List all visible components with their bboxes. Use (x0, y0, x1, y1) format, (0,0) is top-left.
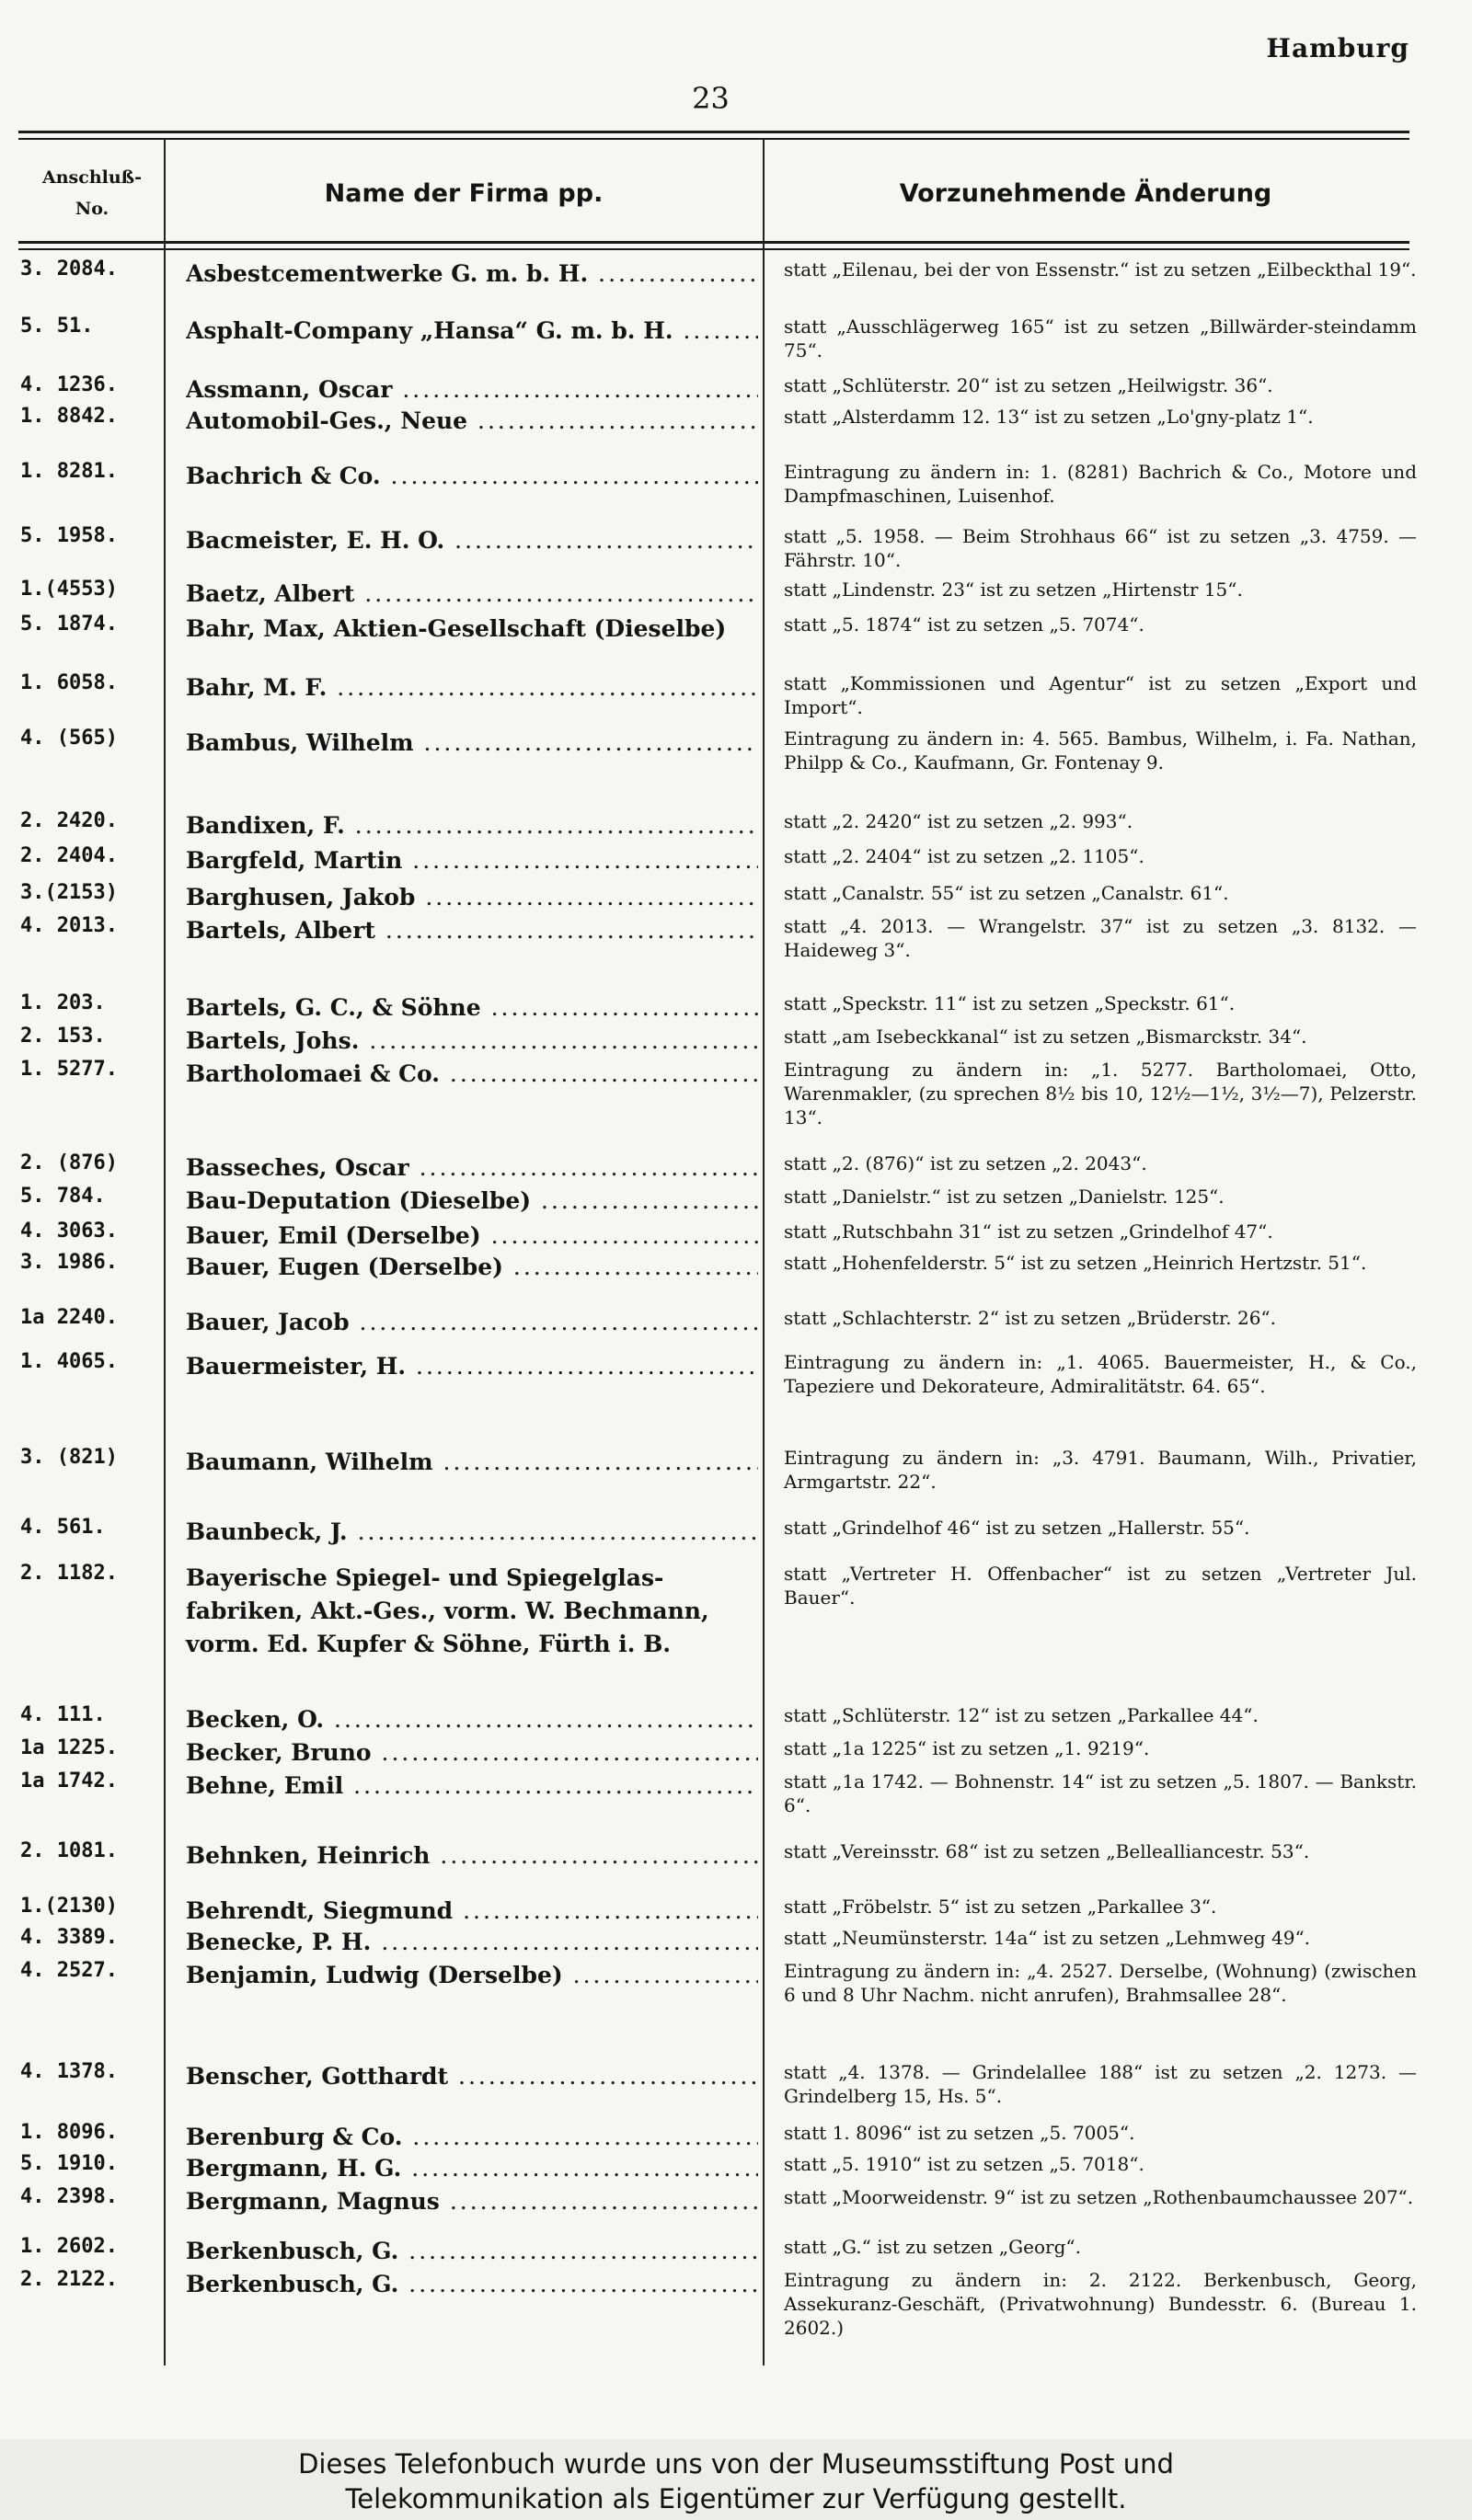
firm-name: Bargfeld, Martin ..... (186, 844, 758, 877)
connection-number: 5. 1958. (20, 524, 118, 547)
change-instruction: statt „Vertreter H. Offenbacher“ ist zu setzen „Vertreter Jul. Bauer“. (784, 1563, 1417, 1609)
change-instruction: statt „Moorweidenstr. 9“ ist zu setzen „Rothenbaumchaussee 207“. (784, 2186, 1414, 2208)
connection-number: 1. 5277. (20, 1058, 118, 1081)
ownership-notice (0, 2439, 1472, 2520)
connection-number: 2. 2122. (20, 2268, 118, 2291)
firm-name: Bahr, M. F. ..... (186, 671, 758, 704)
connection-number: 1a 1225. (20, 1736, 118, 1759)
firm-name: Baunbeck, J. ..... (186, 1516, 758, 1549)
connection-number: 4. 2527. (20, 1959, 118, 1982)
change-instruction: statt „5. 1958. — Beim Strohhaus 66“ ist zu setzen „3. 4759. — Fährstr. 10“. (784, 525, 1417, 571)
firm-name: Assmann, Oscar ..... (186, 373, 758, 407)
firm-name: Asphalt-Company „Hansa“ G. m. b. H. ..... (186, 315, 758, 348)
connection-number: 1a 1742. (20, 1770, 118, 1793)
firm-name: Baetz, Albert ..... (186, 578, 758, 611)
change-instruction: Eintragung zu ändern in: „4. 2527. Derselbe, (Wohnung) (zwischen 6 und 8 Uhr Nachm. nicht anrufen), Brahmsallee 28“. (784, 1960, 1417, 2006)
change-instruction: statt „2. (876)“ ist zu setzen „2. 2043“. (784, 1152, 1147, 1174)
change-instruction: Eintragung zu ändern in: 2. 2122. Berkenbusch, Georg, Assekuranz-Geschäft, (Privatwohnung) Bundesstr. 6. (Bureau 1. 2602.) (784, 2269, 1417, 2339)
firm-name: Bartels, Johs. ..... (186, 1025, 758, 1058)
connection-number: 5. 51. (20, 315, 94, 338)
connection-number: 2. 1081. (20, 1839, 118, 1862)
firm-name: Bahr, Max, Aktien-Gesellschaft (Dieselbe) (186, 615, 727, 642)
firm-name: Benecke, P. H. ..... (186, 1926, 758, 1959)
header-rule (18, 241, 1409, 244)
change-instruction: statt „Rutschbahn 31“ ist zu setzen „Grindelhof 47“. (784, 1220, 1273, 1243)
change-instruction: statt „Neumünsterstr. 14a“ ist zu setzen „Lehmweg 49“. (784, 1927, 1311, 1949)
firm-name: Barghusen, Jakob ..... (186, 881, 758, 914)
firm-name: Bandixen, F. ..... (186, 809, 758, 842)
column-divider-1 (164, 138, 166, 2365)
firm-name: Bergmann, Magnus ..... (186, 2185, 758, 2218)
firm-name: Bambus, Wilhelm ..... (186, 727, 758, 760)
change-instruction: statt „Danielstr.“ ist zu setzen „Danielstr. 125“. (784, 1186, 1225, 1208)
firm-name: Bauer, Jacob ..... (186, 1306, 758, 1339)
change-instruction: statt „Vereinsstr. 68“ ist zu setzen „Bellealliancestr. 53“. (784, 1840, 1310, 1862)
connection-number: 1. 4065. (20, 1350, 118, 1373)
firm-name: Bachrich & Co. ..... (186, 460, 758, 493)
connection-number: 1. 8096. (20, 2121, 118, 2144)
change-instruction: statt „5. 1874“ ist zu setzen „5. 7074“. (784, 613, 1144, 636)
change-instruction: statt „Schlüterstr. 12“ ist zu setzen „Parkallee 44“. (784, 1704, 1259, 1726)
column-header-connection: Anschluß- No. (42, 167, 142, 219)
connection-number: 1. 6058. (20, 671, 118, 694)
connection-number: 1. 203. (20, 991, 106, 1014)
connection-number: 4. 1378. (20, 2060, 118, 2083)
connection-number: 3. (821) (20, 1446, 118, 1469)
connection-number: 4. 111. (20, 1703, 106, 1726)
column-divider-2 (763, 138, 765, 2365)
connection-number: 5. 1874. (20, 613, 118, 636)
firm-name: Behnken, Heinrich ..... (186, 1839, 758, 1873)
firm-name: Bau-Deputation (Dieselbe) ..... (186, 1185, 758, 1218)
firm-name: Basseches, Oscar ..... (186, 1151, 758, 1185)
firm-name: Behne, Emil ..... (186, 1770, 758, 1803)
change-instruction: Eintragung zu ändern in: „1. 4065. Bauermeister, H., & Co., Tapeziere und Dekorateure, Admiralitätstr. 64. 65“. (784, 1351, 1417, 1397)
connection-number: 1. 8281. (20, 460, 118, 483)
connection-number: 2. 2404. (20, 844, 118, 867)
change-instruction: Eintragung zu ändern in: „1. 5277. Bartholomaei, Otto, Warenmakler, (zu sprechen 8½ bis 10, 12½—1½, 3½—7), Pelzerstr. 13“. (784, 1059, 1417, 1128)
change-instruction: statt „1a 1225“ ist zu setzen „1. 9219“. (784, 1737, 1150, 1759)
firm-name: Benscher, Gotthardt ..... (186, 2060, 758, 2093)
change-instruction: statt „Alsterdamm 12. 13“ ist zu setzen „Lo'gny-platz 1“. (784, 406, 1314, 428)
firm-name: Bauer, Eugen (Derselbe) ..... (186, 1251, 758, 1284)
change-instruction: statt „4. 2013. — Wrangelstr. 37“ ist zu setzen „3. 8132. — Haideweg 3“. (784, 915, 1417, 961)
city-heading: Hamburg (1266, 33, 1409, 63)
connection-number: 3.(2153) (20, 881, 118, 904)
firm-name: Bergmann, H. G. ..... (186, 2152, 758, 2185)
change-instruction: statt „am Isebeckkanal“ ist zu setzen „Bismarckstr. 34“. (784, 1025, 1307, 1048)
change-instruction: statt „2. 2420“ ist zu setzen „2. 993“. (784, 810, 1133, 832)
firm-name: Behrendt, Siegmund ..... (186, 1895, 758, 1928)
firm-name: Bartels, Albert ..... (186, 914, 758, 947)
firm-name: Bauermeister, H. ..... (186, 1350, 758, 1383)
change-instruction: Eintragung zu ändern in: „3. 4791. Baumann, Wilh., Privatier, Armgartstr. 22“. (784, 1447, 1417, 1493)
column-header-change: Vorzunehmende Änderung (899, 178, 1272, 208)
firm-name: Becken, O. ..... (186, 1703, 758, 1736)
connection-number: 4. 1236. (20, 373, 118, 396)
firm-name: Asbestcementwerke G. m. b. H. ..... (186, 258, 758, 291)
connection-number: 5. 1910. (20, 2152, 118, 2175)
connection-number: 2. 1182. (20, 1562, 118, 1585)
top-rule-inner (18, 138, 1409, 140)
firm-name: Bartholomaei & Co. ..... (186, 1058, 758, 1091)
connection-number: 2. 153. (20, 1025, 106, 1048)
change-instruction: Eintragung zu ändern in: 4. 565. Bambus, Wilhelm, i. Fa. Nathan, Philpp & Co., Kaufmann, Gr. Fontenay 9. (784, 727, 1417, 773)
top-rule (18, 131, 1409, 133)
connection-number: 3. 2084. (20, 258, 118, 281)
change-instruction: statt 1. 8096“ ist zu setzen „5. 7005“. (784, 2122, 1135, 2144)
change-instruction: statt „1a 1742. — Bohnenstr. 14“ ist zu setzen „5. 1807. — Bankstr. 6“. (784, 1770, 1417, 1816)
connection-number: 2. (876) (20, 1151, 118, 1174)
firm-name: Berkenbusch, G. ..... (186, 2235, 758, 2268)
firm-name: Baumann, Wilhelm ..... (186, 1446, 758, 1479)
connection-number: 4. 561. (20, 1516, 106, 1539)
connection-number: 4. (565) (20, 727, 118, 750)
change-instruction: statt „Kommissionen und Agentur“ ist zu setzen „Export und Import“. (784, 672, 1417, 718)
header-rule-inner (18, 248, 1409, 250)
connection-number: 1. 2602. (20, 2235, 118, 2258)
connection-number: 1. 8842. (20, 405, 118, 428)
connection-number: 5. 784. (20, 1185, 106, 1208)
change-instruction: statt „G.“ ist zu setzen „Georg“. (784, 2236, 1081, 2258)
change-instruction: statt „Ausschlägerweg 165“ ist zu setzen „Billwärder-steindamm 75“. (784, 315, 1417, 361)
connection-number: 2. 2420. (20, 809, 118, 832)
change-instruction: Eintragung zu ändern in: 1. (8281) Bachrich & Co., Motore und Dampfmaschinen, Luisenhof. (784, 461, 1417, 507)
column-header-firm: Name der Firma pp. (324, 178, 604, 208)
change-instruction: statt „Canalstr. 55“ ist zu setzen „Canalstr. 61“. (784, 882, 1229, 904)
footer-line-1: Dieses Telefonbuch wurde uns von der Museumsstiftung Post und (298, 2448, 1174, 2480)
change-instruction: statt „5. 1910“ ist zu setzen „5. 7018“. (784, 2153, 1144, 2175)
firm-name: Bacmeister, E. H. O. ..... (186, 524, 758, 557)
firm-name: Berkenbusch, G. ..... (186, 2268, 758, 2301)
page-number: 23 (692, 81, 730, 116)
connection-number: 4. 3389. (20, 1926, 118, 1949)
change-instruction: statt „2. 2404“ ist zu setzen „2. 1105“. (784, 845, 1144, 867)
change-instruction: statt „Lindenstr. 23“ ist zu setzen „Hirtenstr 15“. (784, 578, 1243, 601)
change-instruction: statt „Schlüterstr. 20“ ist zu setzen „Heilwigstr. 36“. (784, 374, 1273, 396)
footer-line-2: Telekommunikation als Eigentümer zur Verfügung gestellt. (345, 2483, 1127, 2514)
connection-number: 1.(4553) (20, 578, 118, 601)
connection-number: 4. 2013. (20, 914, 118, 937)
change-instruction: statt „Speckstr. 11“ ist zu setzen „Speckstr. 61“. (784, 992, 1236, 1014)
connection-number: 1.(2130) (20, 1895, 118, 1918)
connection-number: 3. 1986. (20, 1251, 118, 1274)
change-instruction: statt „Schlachterstr. 2“ ist zu setzen „Brüderstr. 26“. (784, 1307, 1277, 1329)
firm-name: Bayerische Spiegel- und Spiegelglas-fabriken, Akt.-Ges., vorm. W. Bechmann, vorm. Ed. Kupfer & Söhne, Fürth i. B. (186, 1564, 709, 1657)
connection-number: 4. 3063. (20, 1220, 118, 1243)
change-instruction: statt „4. 1378. — Grindelallee 188“ ist zu setzen „2. 1273. — Grindelberg 15, Hs. 5“. (784, 2061, 1417, 2107)
firm-name: Bauer, Emil (Derselbe) ..... (186, 1220, 758, 1253)
firm-name: Bartels, G. C., & Söhne ..... (186, 991, 758, 1025)
connection-number: 1a 2240. (20, 1306, 118, 1329)
firm-name: Benjamin, Ludwig (Derselbe) ..... (186, 1959, 758, 1992)
change-instruction: statt „Eilenau, bei der von Essenstr.“ ist zu setzen „Eilbeckthal 19“. (784, 258, 1417, 281)
firm-name: Becker, Bruno ..... (186, 1736, 758, 1770)
firm-name: Berenburg & Co. ..... (186, 2121, 758, 2154)
change-instruction: statt „Grindelhof 46“ ist zu setzen „Hallerstr. 55“. (784, 1517, 1250, 1539)
change-instruction: statt „Fröbelstr. 5“ ist zu setzen „Parkallee 3“. (784, 1896, 1217, 1918)
connection-number: 4. 2398. (20, 2185, 118, 2208)
change-instruction: statt „Hohenfelderstr. 5“ ist zu setzen „Heinrich Hertzstr. 51“. (784, 1252, 1367, 1274)
firm-name: Automobil-Ges., Neue ..... (186, 405, 758, 438)
